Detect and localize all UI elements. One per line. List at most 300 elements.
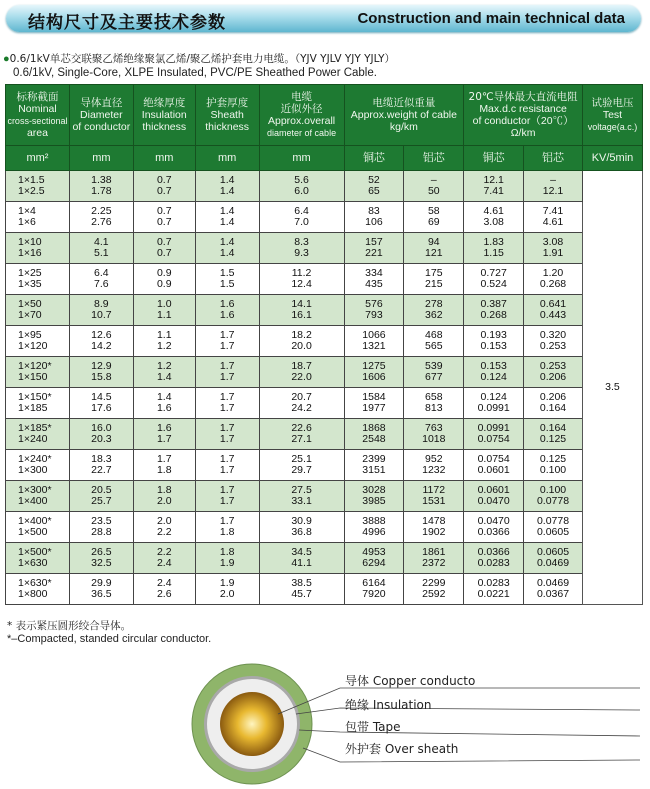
cell-value: 0.153 (480, 340, 507, 352)
intro (3, 52, 395, 80)
cell-sheath (195, 574, 259, 605)
cell-diameter (69, 388, 133, 419)
cell-value: 0.0605 (536, 526, 570, 538)
cell-weight-cu (344, 419, 404, 450)
cell-value: 15.8 (91, 371, 112, 383)
cell-value: 1×400* (18, 515, 52, 527)
cell-value: 1.4 (156, 371, 172, 383)
cell-value: 0.0754 (477, 433, 510, 445)
cell-overall-diameter (259, 419, 344, 450)
cell-value: 1.4 (219, 205, 235, 217)
cell-value: 28.8 (91, 526, 112, 538)
cell-value: 362 (425, 309, 443, 321)
col-overall: 电缆 近似外径 Approx.overall diameter of cable (259, 85, 344, 146)
table-row (6, 357, 643, 388)
sub-res-al: 铝芯 (524, 146, 583, 171)
cell-value: 1×500 (18, 526, 48, 538)
cell-value: 0.206 (539, 391, 567, 403)
cell-resistance-al (524, 574, 583, 605)
label-insulation: 绝缘 Insulation (345, 698, 432, 712)
cell-overall-diameter (259, 450, 344, 481)
cell-area (6, 388, 70, 419)
cell-insulation (133, 481, 195, 512)
cell-value: 0.524 (480, 278, 507, 290)
cell-insulation (133, 326, 195, 357)
cell-value: 83 (368, 205, 380, 217)
cell-insulation (133, 357, 195, 388)
cell-resistance-al (524, 388, 583, 419)
cell-value: 2.76 (91, 216, 112, 228)
cell-value: 1321 (362, 340, 386, 352)
cell-value: 1.20 (542, 267, 564, 279)
cell-sheath (195, 357, 259, 388)
spec-table (5, 84, 643, 605)
cell-insulation (133, 574, 195, 605)
cell-overall-diameter (259, 295, 344, 326)
cell-value: 20.3 (91, 433, 112, 445)
cell-value: 1.7 (219, 402, 235, 414)
cell-insulation (133, 388, 195, 419)
cell-value: 0.124 (480, 371, 507, 383)
cell-overall-diameter (259, 233, 344, 264)
cell-value: 1018 (422, 433, 446, 445)
cell-value: 1861 (422, 546, 446, 558)
intro-line-en: 0.6/1kV, Single-Core, XLPE Insulated, PVC/PE Sheathed Power Cable. (13, 67, 377, 79)
cell-value: 12.4 (291, 278, 312, 290)
cell-resistance-cu (464, 295, 524, 326)
cell-weight-al (404, 388, 464, 419)
cell-value: 0.268 (539, 278, 567, 290)
cell-value: 0.320 (539, 329, 567, 341)
cell-value: 1.5 (219, 267, 235, 279)
cell-resistance-al (524, 326, 583, 357)
cell-sheath (195, 326, 259, 357)
unit-sheath: mm (195, 146, 259, 171)
cell-value: 0.387 (480, 298, 507, 310)
cell-resistance-al (524, 512, 583, 543)
cell-value: 763 (425, 422, 443, 434)
cell-value: 3028 (362, 484, 386, 496)
cell-overall-diameter (259, 388, 344, 419)
cell-value: 3985 (362, 495, 386, 507)
cell-value: 1232 (422, 464, 446, 476)
cell-value: 0.0601 (477, 464, 510, 476)
test-voltage-cell: 3.5 (582, 171, 642, 605)
cell-diameter (69, 481, 133, 512)
cell-value: 6294 (362, 557, 386, 569)
cell-area (6, 326, 70, 357)
cell-value: 50 (427, 185, 440, 197)
cell-value: 1.7 (219, 433, 235, 445)
cell-weight-cu (344, 233, 404, 264)
cell-value: 1×500* (18, 546, 52, 558)
cell-value: 0.0283 (477, 577, 510, 589)
cell-value: 18.3 (91, 453, 112, 465)
cell-value: 3.08 (542, 236, 564, 248)
cell-value: 0.0754 (477, 453, 510, 465)
cell-value: 1.6 (156, 422, 172, 434)
cell-value: 1.1 (156, 309, 172, 321)
cell-value: 2.0 (156, 495, 172, 507)
cell-value: 12.1 (483, 174, 504, 186)
cell-value: 1×25 (18, 267, 42, 279)
cell-value: 0.7 (156, 216, 172, 228)
cell-weight-al (404, 512, 464, 543)
cell-value: 1×800 (18, 588, 48, 600)
cell-value: 1×120 (18, 340, 48, 352)
cell-value: 0.0991 (477, 422, 510, 434)
table-row (6, 543, 643, 574)
cell-value: 2299 (422, 577, 446, 589)
cell-value: 1×150* (18, 391, 52, 403)
cell-weight-al (404, 357, 464, 388)
cell-value: 0.193 (480, 329, 507, 341)
cell-value: 24.2 (291, 402, 312, 414)
cell-diameter (69, 419, 133, 450)
cell-value: 1×16 (18, 247, 42, 259)
cell-area (6, 233, 70, 264)
table-row (6, 481, 643, 512)
cell-weight-cu (344, 543, 404, 574)
cell-value: 7.0 (294, 216, 309, 228)
copper-conductor (220, 692, 284, 756)
cell-value: 2.2 (156, 526, 172, 538)
cell-value: 1.7 (156, 433, 172, 445)
cell-insulation (133, 419, 195, 450)
cell-diameter (69, 574, 133, 605)
cell-value: 0.164 (539, 402, 567, 414)
cell-resistance-al (524, 450, 583, 481)
cell-value: 25.1 (291, 453, 312, 465)
table-row (6, 574, 643, 605)
cell-value: 6.4 (94, 267, 109, 279)
cell-value: 7.41 (542, 205, 564, 217)
cell-value: 0.0778 (536, 495, 570, 507)
cell-sheath (195, 512, 259, 543)
cell-value: 1×240* (18, 453, 52, 465)
cell-diameter (69, 264, 133, 295)
cell-value: 0.0366 (477, 546, 510, 558)
table-row (6, 326, 643, 357)
unit-overall: mm (259, 146, 344, 171)
cell-value: 1.7 (219, 360, 235, 372)
cell-area (6, 264, 70, 295)
cell-value: 0.0221 (477, 588, 510, 600)
cell-weight-al (404, 326, 464, 357)
cell-value: 1×6 (18, 216, 36, 228)
cell-area (6, 171, 70, 202)
cell-weight-al (404, 264, 464, 295)
unit-diameter: mm (69, 146, 133, 171)
cell-value: 0.641 (539, 298, 567, 310)
cell-value: 10.7 (91, 309, 112, 321)
col-test: 试验电压 Test voltage(a.c.) (582, 85, 642, 146)
cell-value: 1×70 (18, 309, 42, 321)
cell-weight-cu (344, 574, 404, 605)
cell-value: – (430, 174, 437, 186)
cell-weight-al (404, 481, 464, 512)
cell-value: 1.4 (219, 185, 235, 197)
cell-value: 22.7 (91, 464, 112, 476)
cell-value: 32.5 (91, 557, 112, 569)
cell-sheath (195, 543, 259, 574)
cell-value: 157 (365, 236, 383, 248)
cell-value: 1.4 (219, 247, 235, 259)
cell-value: 813 (425, 402, 443, 414)
cell-value: 0.100 (539, 464, 567, 476)
cell-value: 14.2 (91, 340, 112, 352)
cell-value: 0.0367 (536, 588, 570, 600)
cell-value: 0.0283 (477, 557, 510, 569)
cell-value: 793 (365, 309, 383, 321)
cell-value: 1×95 (18, 329, 42, 341)
cell-value: 20.7 (291, 391, 312, 403)
cell-value: 0.0469 (536, 557, 570, 569)
cell-value: 9.3 (294, 247, 309, 259)
cell-weight-cu (344, 357, 404, 388)
cell-overall-diameter (259, 574, 344, 605)
cell-value: 5.1 (94, 247, 109, 259)
cell-resistance-al (524, 295, 583, 326)
cell-resistance-al (524, 233, 583, 264)
cell-overall-diameter (259, 202, 344, 233)
cell-value: 1×630* (18, 577, 52, 589)
cell-value: 1×300 (18, 464, 48, 476)
cell-area (6, 543, 70, 574)
cell-value: 1×630 (18, 557, 48, 569)
sub-weight-al: 铝芯 (404, 146, 464, 171)
cell-weight-cu (344, 202, 404, 233)
cell-value: 29.9 (91, 577, 112, 589)
title-en: Construction and main technical data (357, 10, 625, 27)
unit-row (6, 146, 643, 171)
cell-weight-al (404, 295, 464, 326)
cell-value: 1.8 (156, 484, 172, 496)
cell-value: 14.5 (91, 391, 112, 403)
cell-resistance-cu (464, 264, 524, 295)
cell-value: 1.7 (219, 329, 235, 341)
cell-value: 2.4 (156, 557, 172, 569)
cell-resistance-cu (464, 450, 524, 481)
cell-value: 1606 (362, 371, 386, 383)
cell-weight-cu (344, 326, 404, 357)
cell-value: 0.7 (156, 174, 172, 186)
cell-weight-cu (344, 171, 404, 202)
cell-value: 17.6 (91, 402, 112, 414)
cell-value: 38.5 (291, 577, 312, 589)
cell-resistance-cu (464, 512, 524, 543)
cell-value: 1172 (422, 484, 446, 496)
cell-sheath (195, 481, 259, 512)
cell-value: 1.8 (219, 526, 235, 538)
cell-area (6, 481, 70, 512)
cell-value: 952 (425, 453, 443, 465)
cell-value: 2.0 (156, 515, 172, 527)
cell-value: 12.1 (542, 185, 564, 197)
cell-resistance-cu (464, 419, 524, 450)
cell-sheath (195, 419, 259, 450)
cell-weight-al (404, 233, 464, 264)
cell-value: 11.2 (291, 267, 312, 279)
cell-weight-al (404, 543, 464, 574)
col-weight: 电缆近似重量 Approx.weight of cable kg/km (344, 85, 464, 146)
cell-value: 1.0 (156, 298, 172, 310)
cell-value: 435 (365, 278, 383, 290)
cell-insulation (133, 202, 195, 233)
cell-weight-al (404, 574, 464, 605)
cell-value: 1.7 (219, 495, 235, 507)
cell-value: 3888 (362, 515, 386, 527)
cell-value: 1.1 (156, 329, 172, 341)
cell-diameter (69, 202, 133, 233)
cell-value: 4.61 (483, 205, 504, 217)
cell-value: 2.6 (156, 588, 172, 600)
cell-value: 1.9 (219, 577, 235, 589)
cell-value: 2592 (422, 588, 446, 600)
cell-insulation (133, 171, 195, 202)
cell-value: 1.7 (219, 453, 235, 465)
cell-overall-diameter (259, 264, 344, 295)
cell-value: 27.5 (291, 484, 312, 496)
cell-value: 18.7 (291, 360, 312, 372)
bullet-icon: ● (3, 53, 10, 65)
cell-overall-diameter (259, 481, 344, 512)
sub-weight-cu: 铜芯 (344, 146, 404, 171)
cell-value: 33.1 (291, 495, 312, 507)
cell-area (6, 202, 70, 233)
leader-conductor (278, 688, 640, 714)
cell-value: 12.6 (91, 329, 112, 341)
cell-diameter (69, 295, 133, 326)
cell-weight-al (404, 171, 464, 202)
col-resistance: 20℃导体最大直流电阻 Max.d.c resistance of conductor（20℃） Ω/km (464, 85, 583, 146)
cell-value: 468 (425, 329, 443, 341)
col-diameter: 导体直径 Diameter of conductor (69, 85, 133, 146)
cell-value: 0.125 (539, 433, 567, 445)
cell-insulation (133, 295, 195, 326)
label-conductor: 导体 Copper conducto (345, 674, 476, 688)
cell-area (6, 295, 70, 326)
cell-value: 14.1 (291, 298, 312, 310)
cell-weight-cu (344, 295, 404, 326)
cell-value: 0.9 (156, 267, 172, 279)
cell-diameter (69, 450, 133, 481)
cell-resistance-cu (464, 326, 524, 357)
sub-res-cu: 铜芯 (464, 146, 524, 171)
cell-resistance-al (524, 419, 583, 450)
cell-value: 1.6 (156, 402, 172, 414)
cell-overall-diameter (259, 357, 344, 388)
cell-weight-al (404, 419, 464, 450)
cell-sheath (195, 171, 259, 202)
cell-value: 0.9 (156, 278, 172, 290)
cell-value: 2372 (422, 557, 446, 569)
cell-value: 658 (425, 391, 443, 403)
cell-resistance-cu (464, 481, 524, 512)
cell-value: 3.08 (483, 216, 504, 228)
cell-value: 94 (427, 236, 440, 248)
cell-value: 1×300* (18, 484, 52, 496)
cell-value: 1.7 (219, 391, 235, 403)
cell-value: 0.0605 (536, 546, 570, 558)
col-insulation: 绝缘厚度 Insulation thickness (133, 85, 195, 146)
col-area: 标称截面 Nominal cross-sectional area (6, 85, 70, 146)
cell-sheath (195, 233, 259, 264)
cell-value: 1275 (362, 360, 386, 372)
cell-value: 58 (427, 205, 440, 217)
cell-value: 4.1 (94, 236, 109, 248)
table-row (6, 264, 643, 295)
cell-weight-cu (344, 481, 404, 512)
cell-sheath (195, 202, 259, 233)
cell-overall-diameter (259, 171, 344, 202)
intro-line-cn: 0.6/1kV单芯交联聚乙烯绝缘聚氯乙烯/聚乙烯护套电力电缆。（YJV YJLV YJY YJLY） (9, 53, 396, 65)
cell-value: 0.0601 (477, 484, 510, 496)
cell-value: 36.5 (91, 588, 112, 600)
cell-resistance-cu (464, 233, 524, 264)
cell-value: 576 (365, 298, 383, 310)
cell-value: 8.3 (294, 236, 309, 248)
cell-value: 1531 (422, 495, 446, 507)
cell-value: 0.125 (539, 453, 567, 465)
cell-value: 334 (365, 267, 383, 279)
cell-overall-diameter (259, 512, 344, 543)
title-cn: 结构尺寸及主要技术参数 (28, 13, 226, 33)
cell-value: 41.1 (291, 557, 312, 569)
cell-resistance-al (524, 202, 583, 233)
footnotes (7, 620, 211, 646)
cell-area (6, 450, 70, 481)
footnote-en: *–Compacted, standed circular conductor. (7, 633, 212, 645)
cell-value: 0.253 (539, 360, 567, 372)
cell-value: 1×120* (18, 360, 52, 372)
cell-value: 3151 (362, 464, 386, 476)
cell-resistance-cu (464, 171, 524, 202)
table-row (6, 295, 643, 326)
cell-value: 45.7 (291, 588, 312, 600)
cell-value: 1×50 (18, 298, 42, 310)
cell-value: 0.153 (480, 360, 507, 372)
cell-area (6, 574, 70, 605)
cell-resistance-cu (464, 202, 524, 233)
cell-value: 1×185 (18, 402, 48, 414)
cell-value: 0.268 (480, 309, 507, 321)
cell-value: 1.2 (156, 360, 172, 372)
cell-value: 6.4 (294, 205, 309, 217)
table-row (6, 512, 643, 543)
cell-value: 0.100 (539, 484, 567, 496)
cell-value: 565 (425, 340, 443, 352)
cell-value: 1.8 (219, 546, 235, 558)
cell-value: 8.9 (94, 298, 109, 310)
cell-value: 2.0 (219, 588, 235, 600)
cell-value: 1×400 (18, 495, 48, 507)
cell-value: 0.7 (156, 236, 172, 248)
cell-resistance-al (524, 171, 583, 202)
cell-area (6, 419, 70, 450)
cell-value: 0.0469 (536, 577, 570, 589)
cell-value: 215 (425, 278, 443, 290)
cell-value: 52 (368, 174, 380, 186)
cell-value: 1902 (422, 526, 446, 538)
cell-value: 6164 (362, 577, 386, 589)
cell-value: 1.9 (219, 557, 235, 569)
cell-value: 2.4 (156, 577, 172, 589)
cell-value: 0.206 (539, 371, 567, 383)
cell-value: 6.0 (294, 185, 309, 197)
header-row (6, 85, 643, 146)
col-sheath: 护套厚度 Sheath thickness (195, 85, 259, 146)
